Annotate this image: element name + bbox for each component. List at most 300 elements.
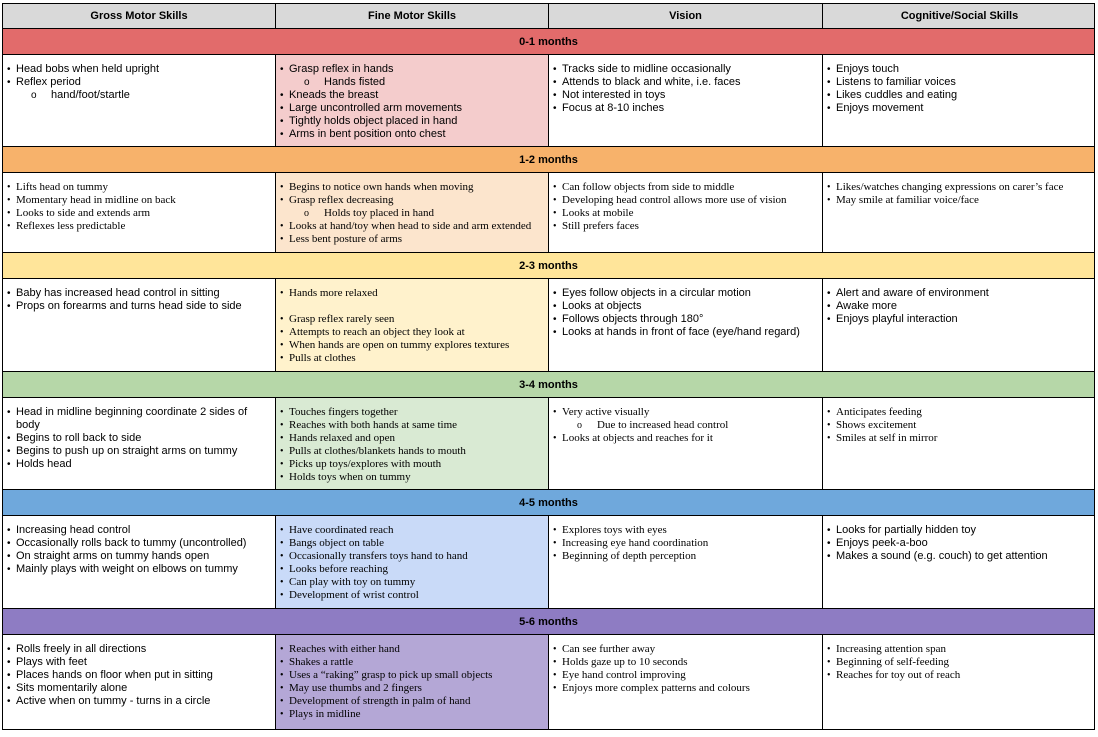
item-text: Begins to push up on straight arms on tummy [16,445,238,457]
vision-cell [549,279,823,371]
list-item [280,220,544,233]
bullet-icon: • [553,327,557,338]
bullet-icon: • [553,103,557,114]
item-text: Follows objects through 180° [562,313,704,325]
item-text: Have coordinated reach [289,524,394,536]
list-item [827,287,1092,300]
bullet-icon: • [827,407,831,418]
item-text: Shows excitement [836,419,917,431]
bullet-icon: • [827,90,831,101]
bullet-icon: • [7,670,11,681]
list-item [827,76,1092,89]
list-item [7,181,271,194]
list-item [280,419,544,432]
item-text: Looks at objects [562,300,642,312]
item-text: Smiles at self in mirror [836,432,938,444]
item-text: Very active visually [562,406,650,418]
bullet-icon: • [7,221,11,232]
item-text: Likes cuddles and eating [836,89,958,101]
item-text: On straight arms on tummy hands open [16,550,210,562]
bullet-icon: • [827,551,831,562]
item-text: Listens to familiar voices [836,76,956,88]
list-item [280,194,544,207]
list-item [7,194,271,207]
item-text: Hands more relaxed [289,287,378,299]
list-item [280,643,544,656]
vision-cell [549,635,823,729]
list-item [7,207,271,220]
list-item [827,550,1092,563]
bullet-icon: • [827,420,831,431]
bullet-icon: • [553,644,557,655]
circle-bullet-icon: o [31,90,37,101]
bullet-icon: • [280,709,284,720]
item-text: Increasing head control [16,524,131,536]
item-text: Pulls at clothes/blankets hands to mouth [289,445,466,457]
list-item [280,695,544,708]
item-text: Reaches for toy out of reach [836,669,961,681]
item-text: Hands relaxed and open [289,432,395,444]
item-text: Tracks side to midline occasionally [562,63,731,75]
list-item [280,471,544,484]
milestone-row [2,279,1095,372]
list-item [553,63,818,76]
item-text: Begins to roll back to side [16,432,142,444]
circle-bullet-icon: o [304,77,310,88]
bullet-icon: • [553,208,557,219]
item-text: Holds toy placed in hand [324,207,434,219]
bullet-icon: • [7,564,11,575]
fine-motor-cell [276,516,549,608]
item-text: Enjoys more complex patterns and colours [562,682,750,694]
list-item [553,220,818,233]
bullet-icon: • [553,407,557,418]
bullet-icon: • [7,182,11,193]
item-text: May use thumbs and 2 fingers [289,682,422,694]
item-text: Looks at hand/toy when head to side and arm extended [289,220,532,232]
item-text: Less bent posture of arms [289,233,403,245]
bullet-icon: • [280,64,284,75]
list-item [553,682,818,695]
bullet-icon: • [280,551,284,562]
item-text: Explores toys with eyes [562,524,667,536]
bullet-icon: • [280,353,284,364]
cognitive-social-cell [823,173,1096,252]
age-band: 4-5 months [2,490,1095,516]
list-item [553,300,818,313]
list-item [280,563,544,576]
item-text: Begins to notice own hands when moving [289,181,474,193]
item-text: May smile at familiar voice/face [836,194,979,206]
bullet-icon: • [553,77,557,88]
list-item [280,313,544,326]
bullet-icon: • [553,314,557,325]
list-item [553,326,818,339]
bullet-icon: • [827,644,831,655]
bullet-icon: • [827,525,831,536]
bullet-icon: • [827,538,831,549]
list-item [280,128,544,141]
bullet-icon: • [7,288,11,299]
item-text: Attends to black and white, i.e. faces [562,76,741,88]
sub-list-item [553,419,818,432]
bullet-icon: • [280,288,284,299]
bullet-icon: • [280,683,284,694]
bullet-icon: • [7,459,11,470]
list-item [7,669,271,682]
vision-cell [549,398,823,489]
fine-motor-cell [276,635,549,729]
bullet-icon: • [827,64,831,75]
item-text: Enjoys playful interaction [836,313,958,325]
item-text: Props on forearms and turns head side to side [16,300,242,312]
item-text: Sits momentarily alone [16,682,128,694]
item-text: Can follow objects from side to middle [562,181,735,193]
item-text: Reflex period [16,76,81,88]
list-item [7,682,271,695]
list-item [280,576,544,589]
list-item [280,181,544,194]
list-item [280,339,544,352]
item-text: Large uncontrolled arm movements [289,102,463,114]
age-band: 3-4 months [2,372,1095,398]
list-item [553,524,818,537]
bullet-icon: • [553,195,557,206]
bullet-icon: • [827,433,831,444]
bullet-icon: • [553,433,557,444]
item-text: Increasing eye hand coordination [562,537,709,549]
list-item [7,445,271,458]
list-item [280,589,544,602]
item-text: Developing head control allows more use of vision [562,194,787,206]
list-item [827,313,1092,326]
bullet-icon: • [553,288,557,299]
list-item [7,550,271,563]
list-item [553,432,818,445]
milestone-row [2,55,1095,147]
item-text: Momentary head in midline on back [16,194,176,206]
list-item [280,115,544,128]
list-item [827,537,1092,550]
bullet-icon: • [553,683,557,694]
list-item [553,207,818,220]
list-item [827,406,1092,419]
item-text: Grasp reflex in hands [289,63,394,75]
fine-motor-cell [276,55,549,146]
list-item [553,76,818,89]
milestone-row [2,173,1095,253]
bullet-icon: • [827,301,831,312]
bullet-icon: • [280,90,284,101]
list-spacer [280,300,544,313]
list-item [827,300,1092,313]
bullet-icon: • [280,116,284,127]
bullet-icon: • [7,538,11,549]
sub-list-item [7,89,271,102]
item-text: Uses a “raking” grasp to pick up small objects [289,669,493,681]
item-text: Still prefers faces [562,220,639,232]
fine-motor-cell [276,173,549,252]
list-item [553,102,818,115]
bullet-icon: • [280,696,284,707]
list-item [280,102,544,115]
age-band: 0-1 months [2,29,1095,55]
item-text: Due to increased head control [597,419,729,431]
age-band: 2-3 months [2,253,1095,279]
bullet-icon: • [280,103,284,114]
list-item [553,669,818,682]
list-item [7,287,271,300]
bullet-icon: • [7,208,11,219]
vision-cell [549,173,823,252]
item-text: Head bobs when held upright [16,63,160,75]
bullet-icon: • [553,182,557,193]
bullet-icon: • [280,538,284,549]
list-item [553,287,818,300]
item-text: Can see further away [562,643,656,655]
bullet-icon: • [7,683,11,694]
item-text: Occasionally transfers toys hand to hand [289,550,468,562]
bullet-icon: • [7,551,11,562]
bullet-icon: • [553,301,557,312]
item-text: Enjoys peek-a-boo [836,537,928,549]
list-item [280,352,544,365]
bullet-icon: • [7,696,11,707]
item-text: Attempts to reach an object they look at [289,326,465,338]
bullet-icon: • [280,195,284,206]
item-text: Occasionally rolls back to tummy (uncontrolled) [16,537,247,549]
bullet-icon: • [827,182,831,193]
bullet-icon: • [280,472,284,483]
age-band: 5-6 months [2,609,1095,635]
list-item [827,669,1092,682]
item-text: Beginning of self-feeding [836,656,950,668]
item-text: Focus at 8-10 inches [562,102,665,114]
bullet-icon: • [280,657,284,668]
item-text: Baby has increased head control in sitting [16,287,220,299]
item-text: Reaches with both hands at same time [289,419,458,431]
list-item [827,194,1092,207]
bullet-icon: • [280,340,284,351]
age-sections [2,29,1095,730]
bullet-icon: • [553,90,557,101]
list-item [827,419,1092,432]
bullet-icon: • [7,657,11,668]
bullet-icon: • [280,234,284,245]
list-item [553,537,818,550]
bullet-icon: • [553,538,557,549]
list-item [280,656,544,669]
gross-motor-cell [3,55,276,146]
bullet-icon: • [7,433,11,444]
item-text: Eyes follow objects in a circular motion [562,287,751,299]
list-item [280,445,544,458]
item-text: Shakes a rattle [289,656,354,668]
sub-list-item [280,207,544,220]
bullet-icon: • [280,577,284,588]
header-gross-motor: Gross Motor Skills [3,4,276,28]
bullet-icon: • [280,564,284,575]
list-item [553,89,818,102]
vision-cell [549,55,823,146]
list-item [553,656,818,669]
list-item [280,233,544,246]
bullet-icon: • [827,288,831,299]
item-text: Makes a sound (e.g. couch) to get attention [836,550,1048,562]
list-item [553,643,818,656]
list-item [827,656,1092,669]
item-text: Looks at objects and reaches for it [562,432,713,444]
list-item [280,458,544,471]
list-item [827,89,1092,102]
item-text: Reflexes less predictable [16,220,126,232]
bullet-icon: • [827,657,831,668]
item-text: Increasing attention span [836,643,946,655]
item-text: Rolls freely in all directions [16,643,147,655]
item-text: When hands are open on tummy explores textures [289,339,510,351]
bullet-icon: • [553,64,557,75]
cognitive-social-cell [823,398,1096,489]
bullet-icon: • [827,195,831,206]
item-text: Looks at mobile [562,207,634,219]
item-text: Alert and aware of environment [836,287,989,299]
list-item [553,313,818,326]
item-text: Holds head [16,458,72,470]
list-item [553,550,818,563]
list-item [280,406,544,419]
item-text: Anticipates feeding [836,406,922,418]
fine-motor-cell [276,279,549,371]
list-item [553,194,818,207]
gross-motor-cell [3,516,276,608]
item-text: Looks to side and extends arm [16,207,151,219]
list-item [280,708,544,721]
header-fine-motor: Fine Motor Skills [276,4,549,28]
list-item [7,656,271,669]
list-item [7,300,271,313]
list-item [7,563,271,576]
bullet-icon: • [7,407,11,418]
milestone-row [2,635,1095,730]
vision-cell [549,516,823,608]
item-text: Looks for partially hidden toy [836,524,977,536]
fine-motor-cell [276,398,549,489]
bullet-icon: • [827,670,831,681]
bullet-icon: • [280,407,284,418]
item-text: Holds gaze up to 10 seconds [562,656,688,668]
item-text: Can play with toy on tummy [289,576,416,588]
item-text: Grasp reflex decreasing [289,194,394,206]
item-text: Plays with feet [16,656,87,668]
item-text: Looks at hands in front of face (eye/hand regard) [562,326,800,338]
item-text: Development of strength in palm of hand [289,695,471,707]
bullet-icon: • [280,129,284,140]
item-text: Bangs object on table [289,537,385,549]
list-item [7,63,271,76]
item-text: Kneads the breast [289,89,379,101]
list-item [553,181,818,194]
gross-motor-cell [3,279,276,371]
bullet-icon: • [553,551,557,562]
list-item [7,220,271,233]
bullet-icon: • [280,182,284,193]
list-item [7,537,271,550]
item-text: Pulls at clothes [289,352,356,364]
bullet-icon: • [553,657,557,668]
table-header-row [2,3,1095,29]
list-item [7,695,271,708]
bullet-icon: • [280,670,284,681]
list-item [827,524,1092,537]
circle-bullet-icon: o [304,208,309,219]
gross-motor-cell [3,173,276,252]
item-text: Head in midline beginning coordinate 2 sides of body [16,406,248,431]
item-text: Likes/watches changing expressions on carer’s face [836,181,1064,193]
sub-list-item [280,76,544,89]
gross-motor-cell [3,398,276,489]
bullet-icon: • [280,644,284,655]
header-cognitive-social: Cognitive/Social Skills [900,10,1019,22]
item-text: Enjoys movement [836,102,924,114]
bullet-icon: • [827,314,831,325]
cognitive-social-cell [823,516,1096,608]
bullet-icon: • [280,525,284,536]
item-text: Not interested in toys [562,89,666,101]
item-text: Reaches with either hand [289,643,400,655]
item-text: Mainly plays with weight on elbows on tummy [16,563,238,575]
item-text: Holds toys when on tummy [289,471,411,483]
item-text: Picks up toys/explores with mouth [289,458,442,470]
bullet-icon: • [280,327,284,338]
list-item [280,669,544,682]
bullet-icon: • [7,77,11,88]
list-item [280,524,544,537]
bullet-icon: • [7,64,11,75]
list-item [7,76,271,89]
bullet-icon: • [280,420,284,431]
bullet-icon: • [280,459,284,470]
bullet-icon: • [553,525,557,536]
item-text: Hands fisted [324,76,386,88]
list-item [827,643,1092,656]
list-item [280,326,544,339]
bullet-icon: • [280,221,284,232]
item-text: Tightly holds object placed in hand [289,115,458,127]
bullet-icon: • [7,446,11,457]
milestone-row [2,516,1095,609]
item-text: Looks before reaching [289,563,388,575]
bullet-icon: • [280,314,284,325]
age-band: 1-2 months [2,147,1095,173]
bullet-icon: • [553,670,557,681]
list-item [280,63,544,76]
bullet-icon: • [7,195,11,206]
item-text: Beginning of depth perception [562,550,697,562]
list-item [280,682,544,695]
bullet-icon: • [553,221,557,232]
item-text: Places hands on floor when put in sitting [16,669,213,681]
list-item [280,537,544,550]
item-text: hand/foot/startle [51,89,130,101]
list-item [280,287,544,300]
list-item [827,181,1092,194]
milestone-table [2,3,1095,730]
cognitive-social-cell [823,55,1096,146]
list-item [7,458,271,471]
bullet-icon: • [7,525,11,536]
header-vision: Vision [549,4,823,28]
bullet-icon: • [7,644,11,655]
